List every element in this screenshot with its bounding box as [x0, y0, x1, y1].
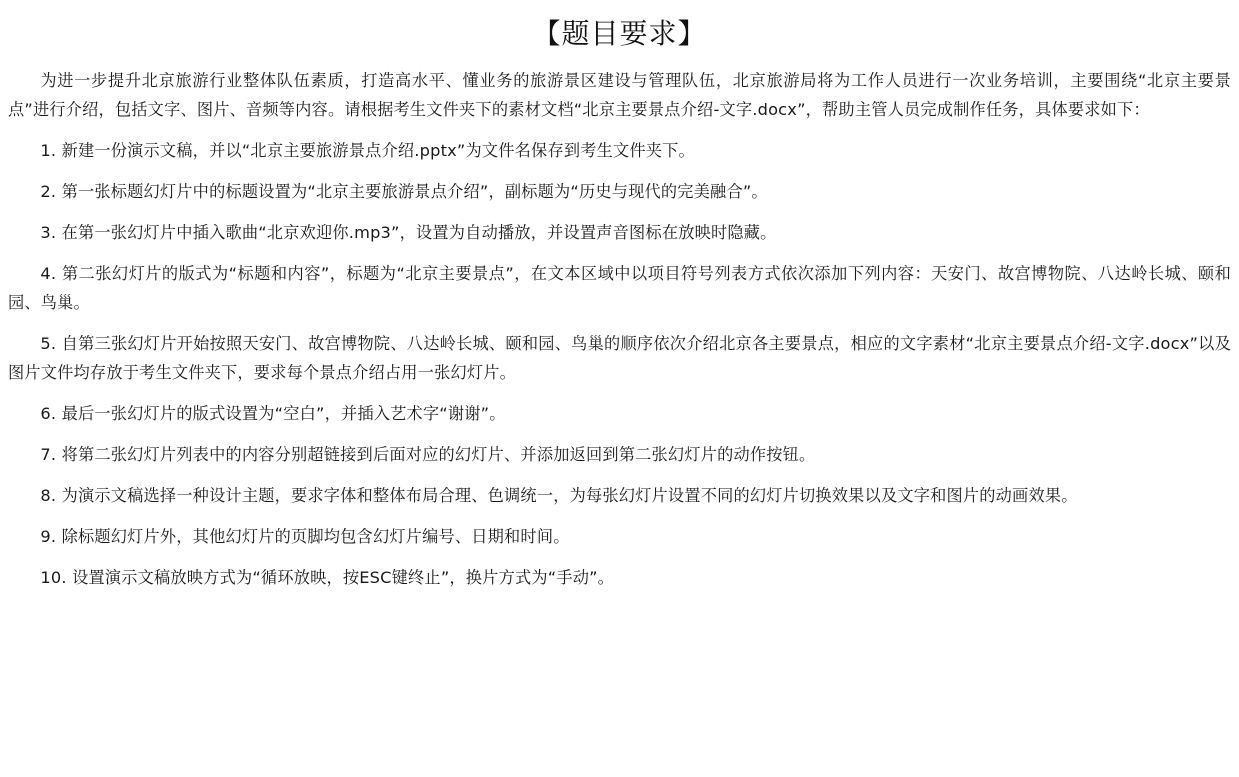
requirement-item-5: 5. 自第三张幻灯片开始按照天安门、故宫博物院、八达岭长城、颐和园、鸟巢的顺序依次介绍北京各主要景点，相应的文字素材“北京主要景点介绍-文字.docx”以及图片文件均存放于考生文件夹下，要求每个景点介绍占用一张幻灯片。 — [8, 334, 1231, 382]
intro-paragraph: 为进一步提升北京旅游行业整体队伍素质，打造高水平、懂业务的旅游景区建设与管理队伍，北京旅游局将为工作人员进行一次业务培训，主要围绕“北京主要景点”进行介绍，包括文字、图片、音频等内容。请根据考生文件夹下的素材文档“北京主要景点介绍-文字.docx”，帮助主管人员完成制作任务，具体要求如下： — [8, 71, 1231, 119]
requirement-item-2: 2. 第一张标题幻灯片中的标题设置为“北京主要旅游景点介绍”，副标题为“历史与现代的完美融合”。 — [40, 182, 768, 201]
requirement-item-3: 3. 在第一张幻灯片中插入歌曲“北京欢迎你.mp3”，设置为自动播放，并设置声音图标在放映时隐藏。 — [40, 223, 777, 242]
requirement-item-10: 10. 设置演示文稿放映方式为“循环放映，按ESC键终止”，换片方式为“手动”。 — [40, 568, 615, 587]
requirement-item-7: 7. 将第二张幻灯片列表中的内容分别超链接到后面对应的幻灯片、并添加返回到第二张幻灯片的动作按钮。 — [40, 445, 816, 464]
requirement-item-8: 8. 为演示文稿选择一种设计主题，要求字体和整体布局合理、色调统一，为每张幻灯片设置不同的幻灯片切换效果以及文字和图片的动画效果。 — [40, 486, 1078, 505]
page-title: 【题目要求】 — [532, 17, 707, 50]
requirement-item-1: 1. 新建一份演示文稿，并以“北京主要旅游景点介绍.pptx”为文件名保存到考生文件夹下。 — [40, 141, 695, 160]
requirement-item-4: 4. 第二张幻灯片的版式为“标题和内容”，标题为“北京主要景点”，在文本区域中以项目符号列表方式依次添加下列内容：天安门、故宫博物院、八达岭长城、颐和园、鸟巢。 — [8, 264, 1231, 312]
requirement-item-6: 6. 最后一张幻灯片的版式设置为“空白”，并插入艺术字“谢谢”。 — [40, 404, 506, 423]
requirement-item-9: 9. 除标题幻灯片外，其他幻灯片的页脚均包含幻灯片编号、日期和时间。 — [40, 527, 570, 546]
